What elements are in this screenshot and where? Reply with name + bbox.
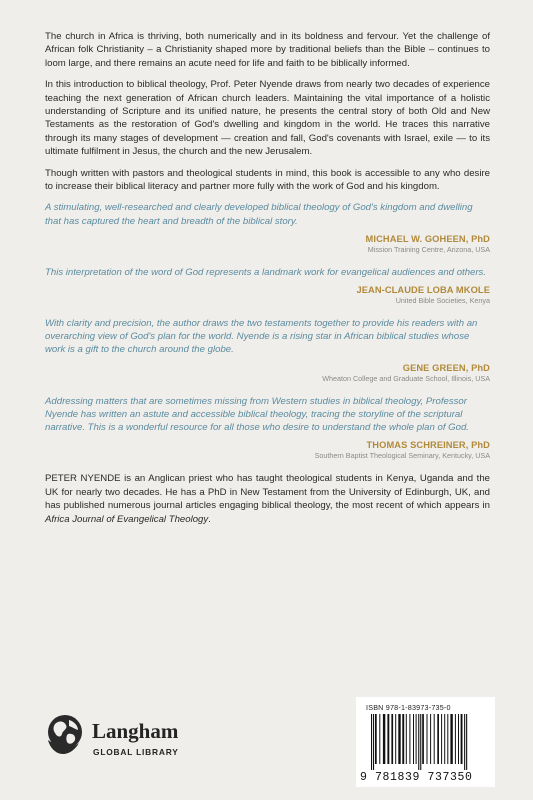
author-bio-end: . <box>208 513 211 525</box>
endorser-affiliation: Southern Baptist Theological Seminary, Kentucky, USA <box>314 451 490 461</box>
endorser-affiliation: Wheaton College and Graduate School, Illinois, USA <box>322 373 490 383</box>
isbn-label: ISBN 978-1-83973-735-0 <box>366 703 451 712</box>
endorsement-quote: Addressing matters that are sometimes missing from Western studies in biblical theology, Professor Nyende has written an astute and accessible biblical theology, tracing the storyline of the scriptural narrative. This is a wonderful resource for all those who desire to understand the whole plan of God. <box>45 395 469 434</box>
publisher-name: Langham <box>92 719 179 743</box>
publisher-logo <box>45 712 245 772</box>
endorsement-quote: With clarity and precision, the author draws the two testaments together to provide his readers with an overarching view of God's plan for the world. Nyende is a rising star in African biblical studies whose work is a gift to the church around the globe. <box>45 318 478 356</box>
publisher-subtitle: GLOBAL LIBRARY <box>93 747 179 757</box>
endorser-name: JEAN-CLAUDE LOBA MKOLE <box>356 285 490 296</box>
globe-hand-logo-icon <box>45 712 85 756</box>
author-bio-text: PETER NYENDE is an Anglican priest who has taught theological students in Kenya, Uganda and the UK for nearly two decades. He has a PhD in New Testament from the University of Edinburgh, UK, and has published numerous journal articles engaging biblical theology, the most recent of which appears in <box>45 473 490 512</box>
endorser-name: MICHAEL W. GOHEEN, PhD <box>365 233 490 244</box>
barcode-digits: 9 781839 737350 <box>360 771 473 784</box>
endorsement-3 <box>45 317 490 383</box>
endorsement-4 <box>45 395 490 461</box>
barcode-bars <box>362 714 489 770</box>
journal-title: Africa Journal of Evangelical Theology <box>45 513 209 525</box>
author-bio <box>45 472 490 526</box>
endorsement-quote: A stimulating, well-researched and clearly developed biblical theology of God's kingdom and dwelling that has captured the heart and breadth of the biblical story. <box>45 202 473 227</box>
endorser-affiliation: Mission Training Centre, Arizona, USA <box>367 244 490 254</box>
blurb-paragraph-1: The church in Africa is thriving, both numerically and in its boldness and fervour. Yet the challenge of African folk Christianity – a Christianity shaped more by traditional beliefs than the Bible – continues to loom large, and there remains an acute need for life and faith to be biblically informed. <box>45 31 490 69</box>
cover-text <box>45 30 490 534</box>
endorser-affiliation: United Bible Societies, Kenya <box>395 296 490 306</box>
endorser-name: GENE GREEN, PhD <box>402 362 490 373</box>
endorser-name: THOMAS SCHREINER, PhD <box>366 440 490 451</box>
endorsement-quote: This interpretation of the word of God represents a landmark work for evangelical audiences and others. <box>45 266 487 278</box>
endorsement-1 <box>45 201 490 253</box>
endorsement-2 <box>45 266 490 305</box>
blurb-paragraph-2: In this introduction to biblical theology, Prof. Peter Nyende draws from nearly two decades of experience teaching the next generation of African church leaders. Maintaining the vital importance of a holistic understanding of Scripture and its unified nature, he presents the central story of both Old and New Testaments as the restoration of God's dwelling and kingdom in the world. He traces this narrative through its many stages of development — creation and fall, God's covenants with Israel, exile — to its ultimate fulfilment in Jesus, the church and the new Jerusalem. <box>45 79 490 158</box>
blurb-paragraph-3: Though written with pastors and theological students in mind, this book is accessible to any who desire to increase their biblical literacy and partner more fully with the work of God and his kingdom. <box>45 167 490 193</box>
isbn-barcode <box>356 697 495 787</box>
